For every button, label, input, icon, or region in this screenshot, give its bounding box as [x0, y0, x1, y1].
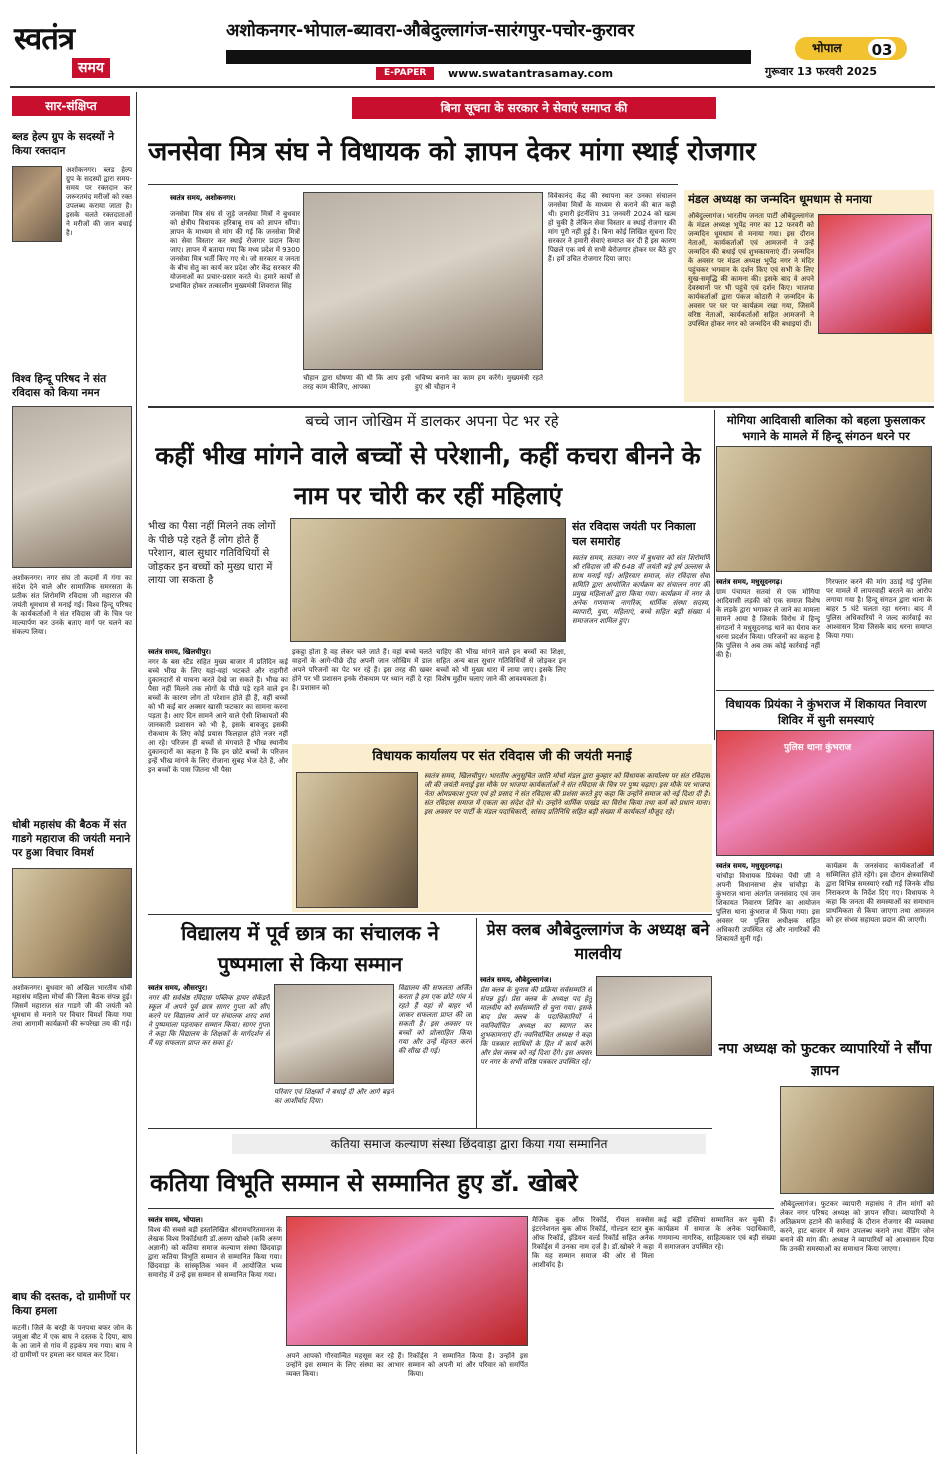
children-photo [290, 518, 566, 642]
traders-photo [780, 1086, 934, 1194]
sidebar-story-3-photo [12, 868, 132, 978]
press-club-headline: प्रेस क्लब औबेदुल्लागंज के अध्यक्ष बने मालवीय [486, 920, 710, 963]
priyanka-banner: पुलिस थाना कुंभराज [784, 743, 852, 753]
mogiya-photo [716, 446, 932, 572]
school-body: नगर की सर्वश्रेष्ठ रविदास पब्लिक हायर सेकेंडरी स्कूल में अपने पूर्व छात्र सागर गुप्ता को सीए करने पर विद्यालय आने पर संचालक शरद शर्मा ने पुष्पमाला पहनाकर सम्मान किया। सागर गुप्ता ने कहा कि विद्यालय के शिक्षकों के मार्गदर्शन से मैं यह सफलता प्राप्त कर सका हूं। [148, 994, 270, 1047]
sidebar-story-1-head: ब्लड हेल्प ग्रुप के सदस्यों ने किया रक्तदान [12, 131, 115, 157]
masthead-rule [10, 86, 935, 88]
children-col1: नगर के बस स्टैंड सहित मुख्य बाजार में प्रतिदिन कई बच्चे भीख के लिए यहां-वहां भटकते और राहगीरों दुकानदारों से याचना करते देखे जा सकते हैं। भीख का पैसा नहीं मिलने तक लोगों के पीछे पड़े रहने वाले इन बच्चों के कारण लोग तो परेशान होते ही हैं, वहीं बच्चों को भी कई बार अक्सर खासी फटकार का सामना करना पड़ता है। आए दिन सामने आने वाले ऐसी शिकायतों की जानकारी प्रशासन को भी है, इसके बावजूद इसकी रोकथाम के लिए कोई प्रयास फिलहाल होते नजर नहीं आ रहे। परिजन ही बच्चों से मंगवाते हैं भीख स्थानीय दुकानदारों का कहना है कि इन छोटे बच्चों के परिजन इन्हें भीख मांगने के लिए रोजाना सुबह भेज देते हैं, और इन बच्चों के पास जितना भी पैसा [148, 658, 288, 774]
top-story-caption-2: भविष्य बनाने का काम हम करेंगे। मुख्यमंत्री रहते हुए श्री चौहान ने [415, 374, 543, 391]
children-kicker: बच्चे जान जोखिम में डालकर अपना पेट भर रहे [305, 412, 559, 430]
mandal-headline: मंडल अध्यक्ष का जन्मदिन धूमधाम से मनाया [688, 192, 872, 206]
sidebar-story-3-body: अशोकनगर। बुधवार को अखिल भारतीय धोबी महासंघ महिला मोर्चा की जिला बैठक संपन्न हुई। जिसमें महाराज संत गाडगे जी की जयंती को धूमधाम से मनाने पर विचार विमर्श किया गया तथा आगामी कार्यक्रमों की रूपरेखा तय की गई। [12, 984, 132, 1028]
section-rule-4 [148, 1128, 712, 1129]
press-club-byline: स्वतंत्र समय, औबेदुल्लागंज। [480, 976, 552, 984]
sidebar-story-2-body: अशोकनगर। नगर संघ तो कदमों में गंगा का संदेश देने वाले और सामाजिक समरसता के प्रतीक संत शिरोमणि रविदास जी महाराज की जयंती धूमधाम से मनाई गई। विश्व हिन्दू परिषद के कार्यकर्ताओं ने संत रविदास जी के चित्र पर माल्यार्पण कर उनके बताए मार्ग पर चलने का संकल्प लिया। [12, 574, 132, 636]
children-headline: कहीं भीख मांगने वाले बच्चों से परेशानी, कहीं कचरा बीनने के नाम पर चोरी कर रहीं महिलाएं [155, 441, 701, 510]
col-divider-right [714, 410, 715, 740]
khobre-col5: कई बड़ी हस्तियां सम्मानित कर चुकी हैं। कार्यक्रम में समाज के अनेक पदाधिकारी, गणमान्य नागरिक, साहित्यकार एवं बड़ी संख्या में समाजजन उपस्थित रहे। [658, 1216, 776, 1251]
traders-body: औबेदुल्लागंज। फुटकर व्यापारी महासंघ ने तीन मांगों को लेकर नगर परिषद अध्यक्ष को ज्ञापन सौंपा। व्यापारियों ने अतिक्रमण हटाने की कार्रवाई के दौरान रोजगार की व्यवस्था करने, हाट बाजार में स्थान उपलब्ध कराने तथा वेंडिंग जोन बनाने की मांग की। अध्यक्ष ने व्यापारियों को आश्वासन दिया कि उनकी समस्याओं का समाधान किया जाएगा। [780, 1200, 934, 1253]
mogiya-col1: ग्राम पंचायत सतवां से एक मोगिया आदिवासी लड़की को एक समाज विशेष के लड़के द्वारा भगाकर ले जाने का मामला सामने आया है जिसके विरोध में हिन्दू संगठनों ने मधुसूदनगढ़ थाने का घेराव कर धरना प्रदर्शन किया। परिजनों का कहना है कि पुलिस ने अब तक कोई कार्रवाई नहीं की है। [716, 588, 820, 659]
top-story-col3: विवेकानंद केंद्र की स्थापना कर उनका संचालन जनसेवा मित्रों के माध्यम से कराने की बात कही थी। हमारी इंटर्नशिप 31 जनवरी 2024 को खत्म हो चुकी है लेकिन सेवा विस्तार व स्थाई रोजगार की मांग पूरी नहीं हुई है। बिना कोई लिखित सूचना दिए सरकार ने हमारी सेवाएं समाप्त कर दी हैं इस कारण पिछले एक वर्ष से सभी बेरोजगार होकर घर बैठे हुए हैं। हमें उचित रोजगार दिया जाए। [548, 192, 676, 263]
ravidas-rally-body: स्वतंत्र समय, सतवा। नगर में बुधवार को संत शिरोमणि श्री रविदास जी की 648 वीं जयंती बड़े हर्ष उल्लास के साथ मनाई गई। अहिरवार समाज, संत रविदास सेवा समिति द्वारा आयोजित कार्यक्रम का संचालन नगर की प्रमुख महिलाओं द्वारा किया गया। कार्यक्रम में नगर के अनेक गणमान्य नागरिक, धार्मिक संस्था सदस्य, व्यापारी, युवा, महिलाएं, बच्चे सहित बड़ी संख्या में समाजजन शामिल हुए। [572, 554, 710, 625]
sidebar-story-2-photo [12, 406, 132, 568]
children-byline: स्वतंत्र समय, खिलचीपुर। [148, 648, 212, 656]
school-byline: स्वतंत्र समय, औसरपुर। [148, 984, 208, 992]
ravidas-office-photo [296, 772, 418, 908]
mogiya-byline: स्वतंत्र समय, मधुसूदनगढ़। [716, 578, 783, 586]
sidebar-story-4-head: बाघ की दस्तक, दो ग्रामीणों पर किया हमला [12, 1291, 131, 1317]
priyanka-headline: विधायक प्रियंका ने कुंभराज में शिकायत निवारण शिविर में सुनी समस्याएं [725, 697, 927, 727]
ravidas-office-headline: विधायक कार्यालय पर संत रविदास जी की जयंती मनाई [372, 749, 632, 764]
top-story-kicker: बिना सूचना के सरकार ने सेवाएं समाप्त की [352, 97, 716, 119]
khobre-headline: कतिया विभूति सम्मान से सम्मानित हुए डॉ. खोबरे [150, 1169, 578, 1197]
section-rule-1 [148, 406, 934, 408]
issue-date: गुरूवार 13 फरवरी 2025 [765, 65, 878, 78]
top-story-col1: जनसेवा मित्र संघ से जुड़े जनसेवा मित्रों ने बुधवार को क्षेत्रीय विधायक हरिबाबू राय को ज्ञापन सौंपा। ज्ञापन के माध्यम से मांग की गई कि जनसेवा मित्रों का सेवा विस्तार कर स्थाई रोजगार प्रदान किया जाए। ज्ञापन में बताया गया कि मध्य प्रदेश में 9300 जनसेवा मित्र भर्ती किए गए थे। जो सरकार व जनता के बीच सेतु का कार्य कर प्रदेश और केंद्र सरकार की योजनाओं का प्रचार-प्रसार करते थे। हमारे कार्यों से प्रभावित होकर तत्कालीन मुख्यमंत्री शिवराज सिंह [170, 210, 300, 290]
top-story-rule [148, 184, 678, 185]
priyanka-col1: चांचौड़ा विधायक प्रियंका पेंची जी ने अपनी विधानसभा क्षेत्र चांचौड़ा के कुंभराज थाना अंतर्गत जनसंवाद एवं जन शिकायत निवारण शिविर का आयोजन पुलिस थाना कुंभराज में किया गया। इस अवसर पर पुलिस अधीक्षक सहित अधिकारी उपस्थित रहे और नागरिकों की शिकायतें सुनी गईं। [716, 872, 820, 943]
top-story-photo [303, 192, 543, 370]
khobre-photo [286, 1216, 528, 1346]
children-col2: इकट्ठा होता है वह लेकर चले जाते हैं। वहां बच्चे चलते वाहनों के आगे-पीछे दौड़ अपनी जान जोखिम में डाल अपने परिजनों का पेट भर रहे हैं। इस तरह की खबर होने पर भी प्रशासन इनके रोकथाम पर ध्यान नहीं दे रहा है। प्रशासन को [292, 648, 432, 692]
section-rule-3 [148, 914, 712, 915]
sidebar-story-2-head: विश्व हिन्दू परिषद ने संत रविदास को किया नमन [12, 373, 107, 399]
sidebar-title: सार-संक्षिप्त [12, 96, 130, 116]
mandal-body: औबेदुल्लागंज। भारतीय जनता पार्टी औबेदुल्लागंज के मंडल अध्यक्ष भूपेंद्र नगर का 12 फरवरी को जन्मदिन धूमधाम से मनाया गया। इस दौरान नेताओं, कार्यकर्ताओं एवं आमजनों ने उन्हें जन्मदिन की बधाई एवं शुभकामनाएं दीं। जन्मदिन के अवसर पर मंडल अध्यक्ष भूपेंद्र नगर ने मंदिर पहुंचकर भगवान के दर्शन किए एवं सभी के लिए सुख-समृद्धि की कामना की। इसके बाद वे अपने देवस्थानों पर भी पहुंचे एवं दर्शन किए। भाजपा कार्यकर्ताओं द्वारा पंकज कोठारी ने जन्मदिन के अवसर पर घर पर कार्यक्रम रखा गया, जिसमें वरिष्ठ नेताओं, कार्यकर्ताओं सहित आमजनों ने उपस्थित होकर नगर को जन्मदिन की बधाइयां दीं। [688, 212, 814, 328]
logo-bottom-text: समय [72, 58, 110, 78]
children-pull-quote: भीख का पैसा नहीं मिलने तक लोगों के पीछे पड़े रहते हैं लोग होते हैं परेशान, बाल सुधार गतिविधियों से जोड़कर इन बच्चों को मुख्य धारा में लाया जा सकता है [148, 521, 276, 586]
page-number: 03 [866, 37, 898, 60]
priyanka-col2: कार्यक्रम के जनसंवाद कार्यकर्ताओं में सम्मिलित होते रहेंगे। इस दौरान क्षेत्रवासियों द्वारा विभिन्न समस्याएं रखी गईं जिनके शीघ्र निराकरण के निर्देश दिए गए। विधायक ने कहा कि जनता की समस्याओं का समाधान प्राथमिकता से किया जाएगा तथा आमजन को हर संभव सहायता प्रदान की जाएगी। [826, 862, 934, 924]
priyanka-byline: स्वतंत्र समय, मधुसूदनगढ़। [716, 862, 783, 870]
mandal-photo [818, 214, 932, 334]
press-club-photo [596, 976, 712, 1056]
school-headline: विद्यालय में पूर्व छात्र का संचालक ने पुष्पमाला से किया सम्मान [181, 921, 439, 976]
col-divider-school [476, 918, 477, 1128]
children-col3: चाहिए की भीख मांगने वाले इन बच्चों का शिक्षा, सहित अन्य बाल सुधार गतिविधियों से जोड़कर इन बच्चों को भी मुख्य धारा में लाया जाए। इसके लिए विशेष मुहीम चलाए जाने की आवश्यकता है। [436, 648, 566, 683]
masthead-bar [226, 50, 751, 64]
sidebar-story-3-head: धोबी महासंघ की बैठक में संत गाडगे महाराज की जयंती मनाने पर हुआ विचार विमर्श [12, 819, 131, 859]
section-rule-2 [716, 690, 934, 691]
sidebar-divider [136, 92, 137, 1454]
khobre-col4: मैजिक बुक ऑफ रिकॉर्ड, रॉयल सक्सेस इंटरनेशनल बुक ऑफ रिकॉर्ड, गोल्डन स्टार बुक ऑफ रिकॉर्ड, इंडियन वर्ल्ड रिकॉर्ड सहित अनेक रिकॉर्ड्स में उनका नाम दर्ज है। डॉ.खोबरे ने कहा कि यह सम्मान समाज की ओर से मिला आशीर्वाद है। [532, 1216, 654, 1269]
traders-headline: नपा अध्यक्ष को फुटकर व्यापारियों ने सौंपा ज्ञापन [718, 1041, 932, 1079]
school-col2: विद्यालय की सफलता अर्जित करता है हम एक छोटे गांव में रहते हैं यहां से बाहर भी जाकर सफलता प्राप्त की जा सकती है। इस अवसर पर बच्चों को प्रोत्साहित किया गया और उन्हें मेहनत करने की सीख दी गई। [398, 984, 472, 1055]
mogiya-headline: मोगिया आदिवासी बालिका को बहला फुसलाकर भगाने के मामले में हिन्दू संगठन धरने पर [726, 413, 926, 443]
school-photo [274, 984, 394, 1084]
ravidas-office-body: स्वतंत्र समय, खिलचीपुर। भारतीय अनुसूचित जाति मोर्चा मंडल द्वारा कुम्हार को विधायक कार्यालय पर संत रविदास जी की जयंती मनाई इस मौके पर भाजपा कार्यकर्ताओं ने संत रविदास के चित्र पर पुष्प चढ़ाए। इस मौके पर भाजपा नेता ओमप्रकाश गुप्ता एवं हो प्रसाद ने संत रविदास की प्रशंसा करते हुए कहा कि उन्होंने समाज को नई दिशा दी है। संत रविदास समाज में एकता का संदेश देते थे। उन्होंने धार्मिक पाखंड का विरोध किया तथा कर्म को प्रधान माना। इस अवसर पर पार्टी के मंडल पदाधिकारी, सांसद प्रतिनिधि सहित बड़ी संख्या में कार्यकर्ता मौजूद रहे। [424, 772, 710, 816]
khobre-col3: रिकॉर्ड्स ने सम्मानित किया है। उन्होंने इस सम्मान को अपनी मां और परिवार को समर्पित किया। [408, 1352, 528, 1378]
khobre-col2: अपने आपको गौरवान्वित महसूस कर रहे हैं। उन्होंने इस सम्मान के लिए संस्था का आभार व्यक्त किया। [286, 1352, 404, 1378]
khobre-byline: स्वतंत्र समय, भोपाल। [148, 1216, 203, 1224]
press-club-body: प्रेस क्लब के चुनाव की प्रक्रिया सर्वसम्मति से संपन्न हुई। प्रेस क्लब के अध्यक्ष पद हेतु मालवीय को सर्वसम्मति से चुना गया। इसके बाद प्रेस क्लब के पदाधिकारियों ने नवनिर्वाचित अध्यक्ष का स्वागत कर शुभकामनाएं दीं। नवनिर्वाचित अध्यक्ष ने कहा कि पत्रकार साथियों के हित में कार्य करेंगे और प्रेस क्लब को नई दिशा देंगे। इस अवसर पर नगर के सभी वरिष्ठ पत्रकार उपस्थित रहे। [480, 986, 592, 1066]
website-link[interactable]: www.swatantrasamay.com [448, 67, 614, 80]
logo-top-text: स्वतंत्र [14, 21, 75, 57]
logo [14, 20, 122, 82]
khobre-kicker: कतिया समाज कल्याण संस्था छिंदवाड़ा द्वारा किया गया सम्मानित [232, 1134, 706, 1154]
khobre-rule [148, 1208, 774, 1209]
epaper-label: E-PAPER [376, 67, 434, 80]
sidebar-story-4-body: कटनी। जिले के बरही के पनपथा बफर जोन के जमुआ बीट में एक बाघ ने दस्तक दे दिया, बाघ के आ जाने से गांव में हड़कंप मच गया। बाघ ने दो ग्रामीणों पर हमला कर घायल कर दिया। [12, 1324, 132, 1359]
sidebar-story-1-body: अशोकनगर। ब्लड हेल्प ग्रुप के सदस्यों द्वारा समय-समय पर रक्तदान कर जरूरतमंद मरीजों को रक्त उपलब्ध कराया जाता है। इसके चलते रक्तदाताओं ने मरीजों की जान बचाई है। [66, 166, 132, 237]
school-caption: परिवार एवं शिक्षकों ने बधाई दी और आगे बढ़ने का आशीर्वाद दिया। [274, 1088, 394, 1105]
mogiya-col2: गिरफ्तार करने की मांग उठाई गई पुलिस पर मामले में लापरवाही बरतने का आरोप लगाया गया है। हिन्दू संगठन द्वारा थाना के बाहर 5 घंटे चलता रहा धरना। बाद में पुलिस अधिकारियों ने जल्द कार्रवाई का आश्वासन दिया जिसके बाद धरना समाप्त किया गया। [826, 578, 932, 640]
ravidas-rally-headline: संत रविदास जयंती पर निकाला चल समारोह [572, 520, 696, 548]
masthead-cities: अशोकनगर-भोपाल-ब्यावरा-औबेदुल्लागंज-सारंगपुर-पचोर-कुरावर [226, 21, 635, 41]
top-story-byline: स्वतंत्र समय, अशोकनगर। [170, 194, 236, 202]
top-story-headline: जनसेवा मित्र संघ ने विधायक को ज्ञापन देकर मांगा स्थाई रोजगार [148, 137, 756, 167]
khobre-col1: विश्व की सबसे बड़ी हस्तलिखित श्रीरामचरितमानस के लेखक विश्व रिकॉर्डधारी डॉ.अरुण खोबरे (कवि अरुण अज्ञानी) को कतिया समाज कल्याण संस्था छिंदवाड़ा द्वारा कतिया विभूति सम्मान से सम्मानित किया गया। छिंदवाड़ा के सांस्कृतिक भवन में आयोजित भव्य समारोह में उन्हें इस सम्मान से सम्मानित किया गया। [148, 1226, 282, 1279]
edition-name: भोपाल [812, 41, 842, 55]
sidebar-story-1-photo [12, 166, 62, 242]
top-story-caption-1: चौहान द्वारा घोषणा की थी कि आप इसी तरह काम कीजिए, आपका [303, 374, 411, 391]
